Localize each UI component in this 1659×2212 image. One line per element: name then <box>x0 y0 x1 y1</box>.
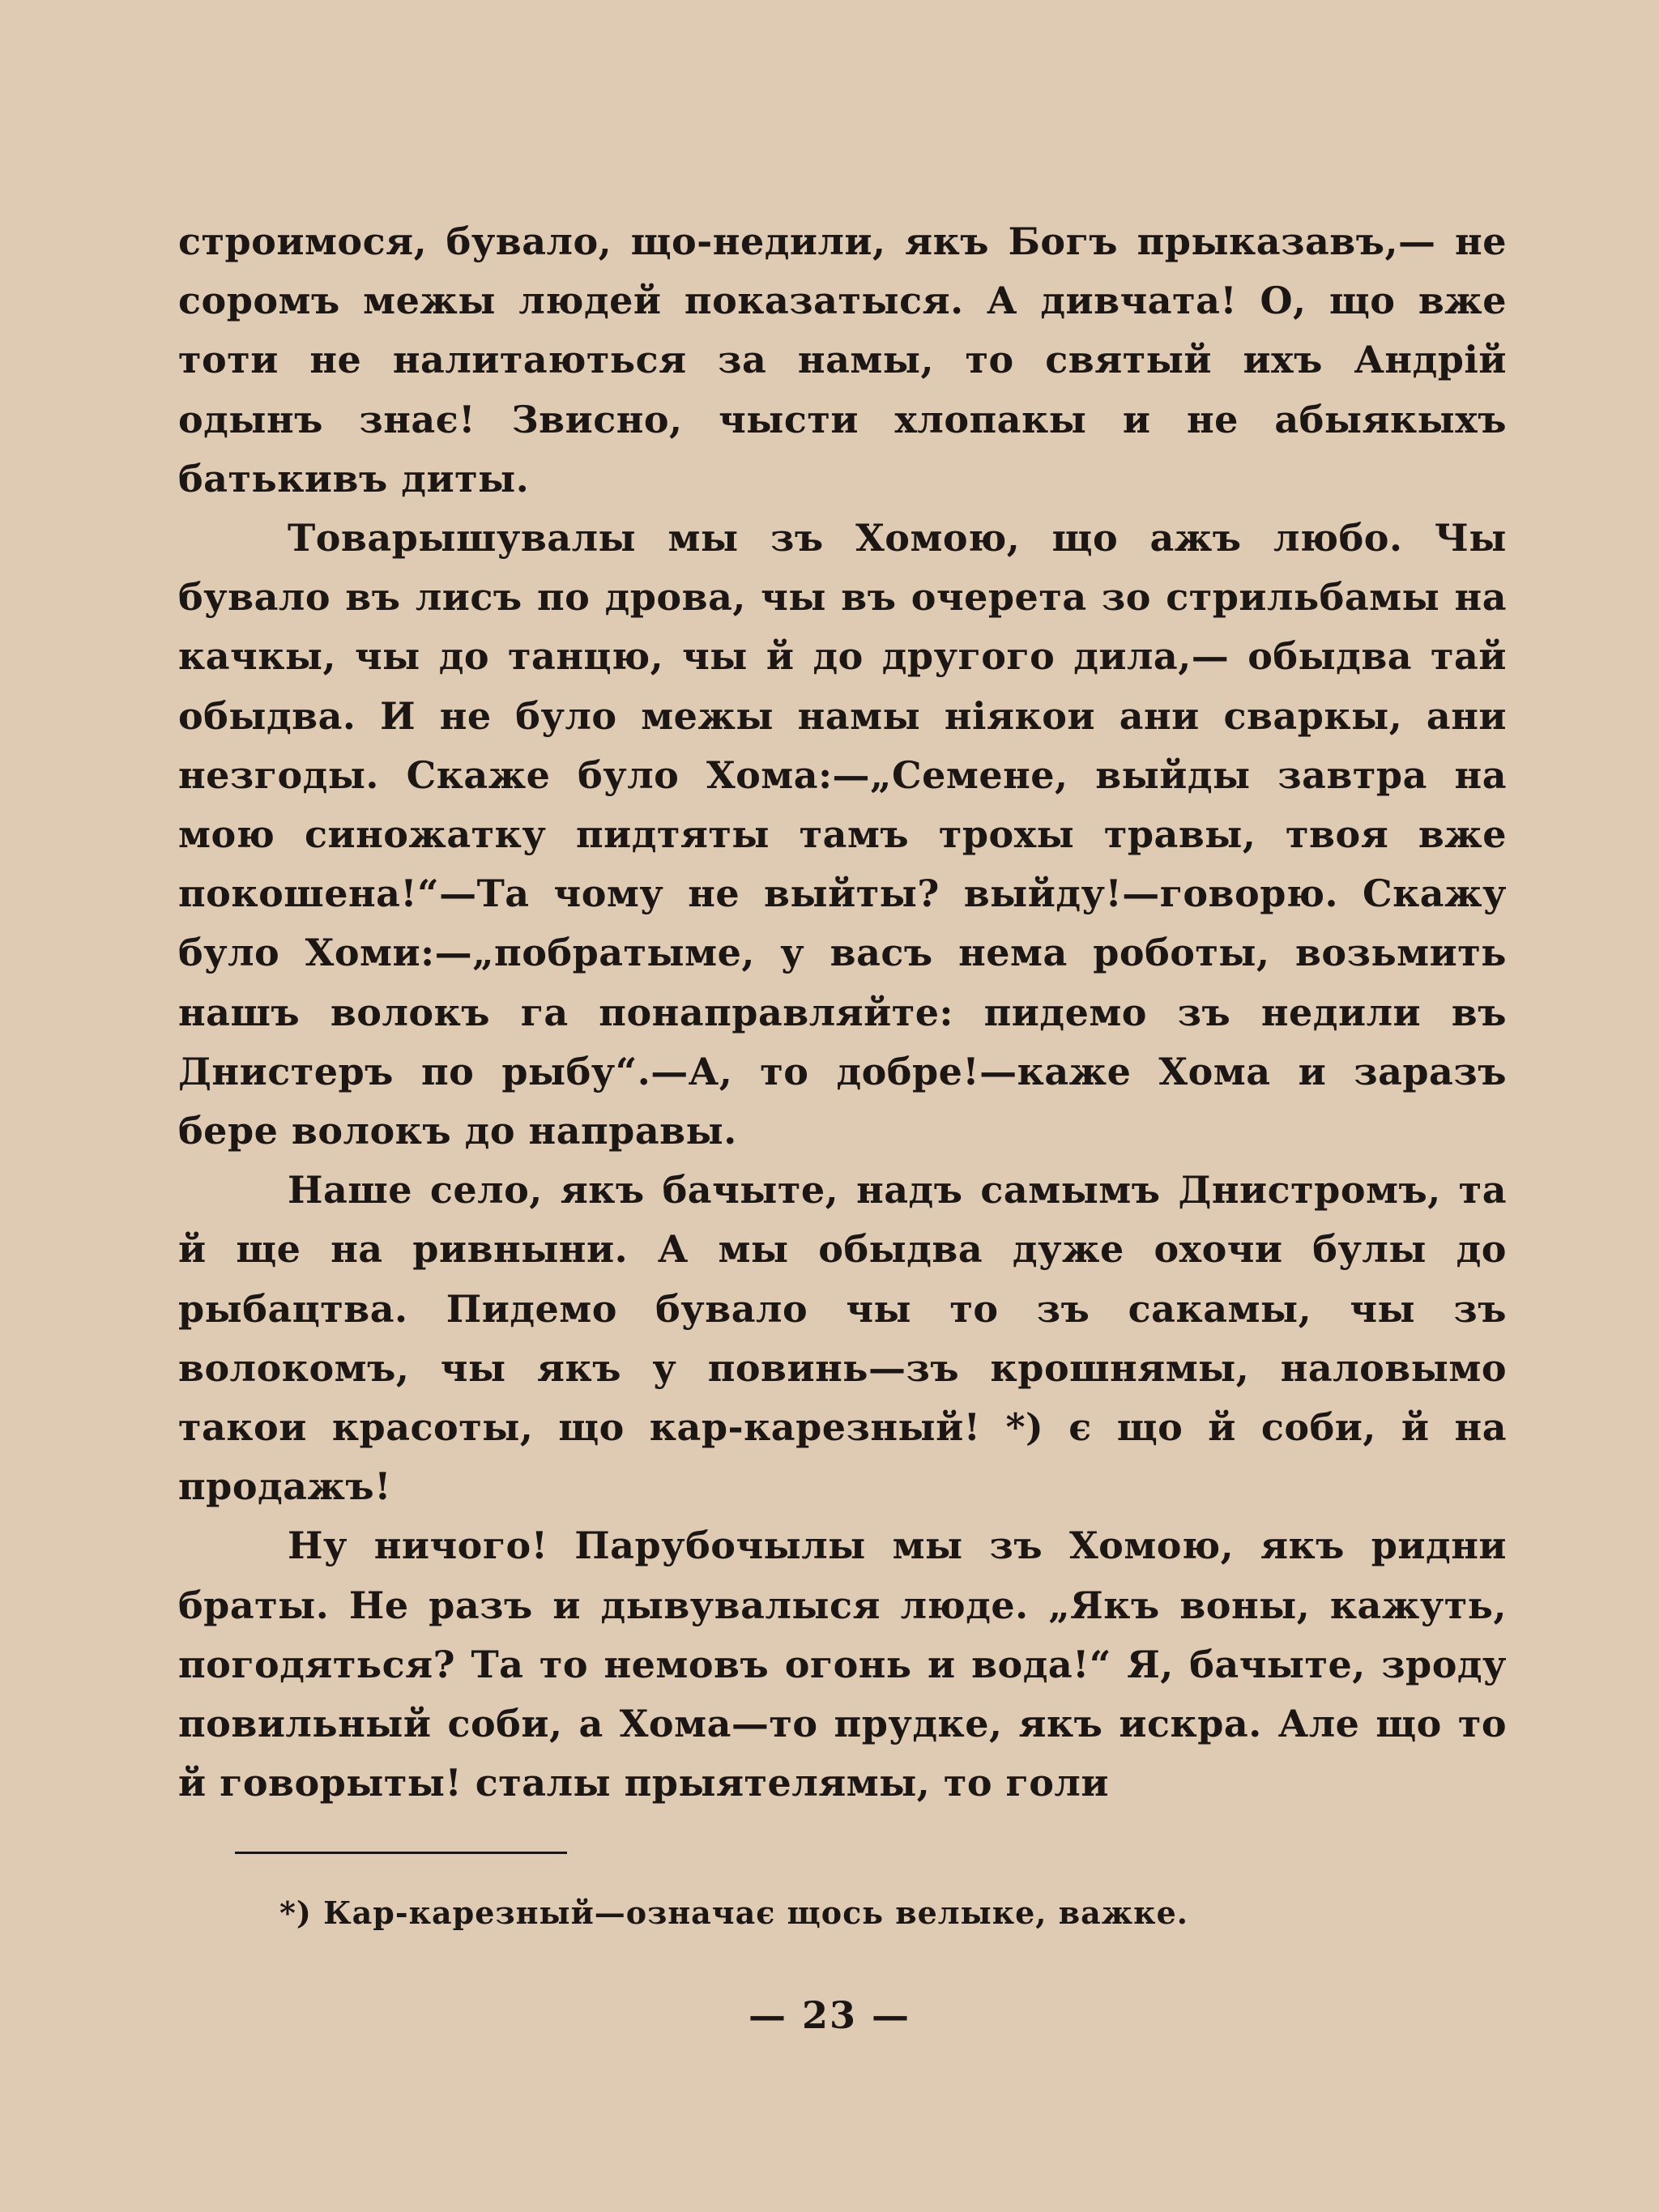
page-number: — 23 — <box>748 1993 911 2037</box>
paragraph-2: Товарышувалы мы зъ Хомою, що ажъ любо. Чы бувало въ лисъ по дрова, чы въ очерета зо стрильбамы на качкы, чы до танцю, чы й до другого дила,— обыдва тай обыдва. И не було межы намы ніякои ани сваркы, ани незгоды. Скаже було Хома:—„Семене, выйды завтра на мою синожатку пидтяты тамъ трохы травы, твоя вже покошена!“—Та чому не выйты? выйду!—говорю. Скажу було Хоми:—„побратыме, у васъ нема роботы, возьмить нашъ волокъ га понаправляйте: пидемо зъ недили въ Днистеръ по рыбу“.—А, то добре!—каже Хома и заразъ бере волокъ до направы. <box>178 516 1507 1153</box>
paragraph-1: строимося, бувало, що-недили, якъ Богъ прыказавъ,— не соромъ межы людей показатыся. А дивчата! О, що вже тоти не налитаються за намы, то святый ихъ Андрій одынъ знає! Звисно, чысти хлопакы и не абыякыхъ батькивъ диты. <box>178 219 1507 501</box>
paragraph-3: Наше село, якъ бачыте, надъ самымъ Днистромъ, та й ще на ривныни. А мы обыдва дуже охочи булы до рыбацтва. Пидемо бувало чы то зъ сакамы, чы зъ волокомъ, чы якъ у повинь—зъ крошнямы, наловымо такои красоты, що кар-карезный! *) є що й соби, й на продажъ! <box>178 1168 1507 1509</box>
footnote: *) Кар-карезный—означає щось велыке, важке. <box>279 1894 1189 1931</box>
paragraph-4: Ну ничого! Парубочылы мы зъ Хомою, якъ ридни браты. Не разъ и дывувалыся люде. „Якъ воны, кажуть, погодяться? Та то немовъ огонь и вода!“ Я, бачыте, зроду повильный соби, а Хома—то прудке, якъ искра. Але що то й говорыты! сталы прыятелямы, то голи <box>178 1524 1507 1805</box>
page-body <box>178 212 1507 1813</box>
footnote-divider <box>235 1852 567 1854</box>
